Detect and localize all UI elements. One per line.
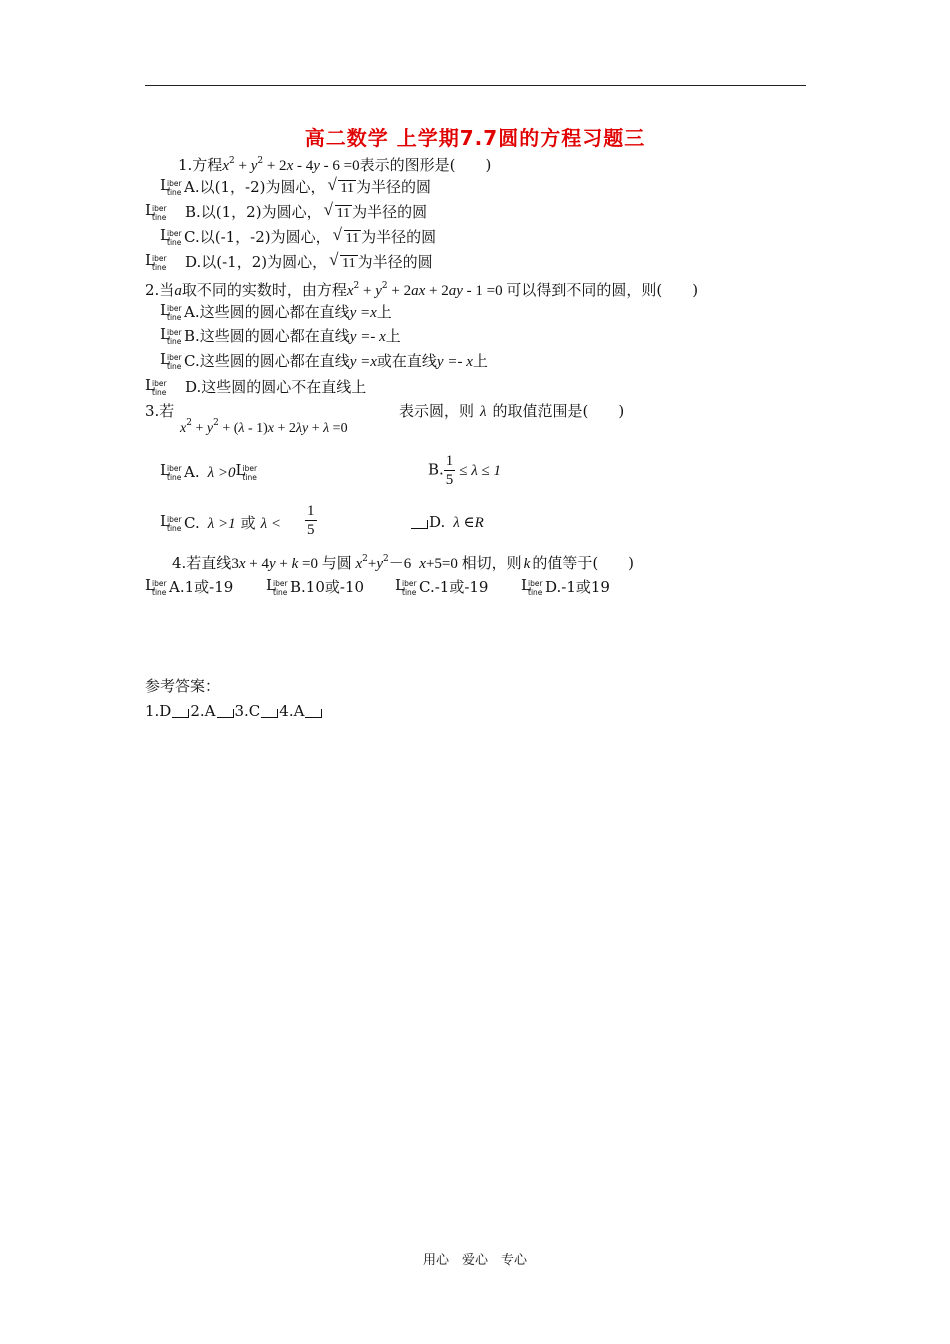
q2-option-a: L iber tine A.这些圆的圆心都在直线y =x上 <box>160 301 392 322</box>
q1-option-c: L iber tine C.以(-1，-2)为圆心， √ 11 为半径的圆 <box>160 225 437 247</box>
sqrt-symbol: √ 11 <box>323 200 351 221</box>
q4-option-a: L iber tine A.1或-19 <box>145 576 234 597</box>
liberline-stamp-icon: L iber tine <box>521 576 543 597</box>
layout-mark-icon <box>217 709 234 718</box>
q3-stem: 表示圆，则 λ 的取值范围是( ) <box>399 402 625 420</box>
q4-option-b: L iber tine B.10或-10 <box>266 576 365 597</box>
q3-option-d: D. λ ∈R <box>410 512 484 533</box>
liberline-stamp-icon: L iber tine <box>160 512 182 533</box>
q3-option-c: L iber tine C. λ >1 或 λ < <box>160 512 281 533</box>
liberline-stamp-icon: L iber tine <box>160 226 182 247</box>
liberline-stamp-icon: L iber tine <box>160 461 182 482</box>
layout-mark-icon <box>411 520 428 529</box>
page-footer: 用心 爱心 专心 <box>422 1253 527 1268</box>
layout-mark-icon <box>305 709 322 718</box>
answers-list: 1.D 2.A 3.C 4.A <box>145 701 323 721</box>
liberline-stamp-icon: L iber tine <box>160 325 182 346</box>
q2-option-c: L iber tine C.这些圆的圆心都在直线y =x或在直线y =- x上 <box>160 350 488 371</box>
fraction: $\frac{1}{5}$ <box>445 453 454 488</box>
sqrt-symbol: √ 11 <box>327 175 354 196</box>
liberline-stamp-icon: L iber tine <box>160 350 182 371</box>
liberline-stamp-icon: L iber tine <box>160 176 182 197</box>
fraction: $\frac{1}{5}$ <box>307 503 315 538</box>
page-title: 高二数学 上学期7.7圆的方程习题三 <box>304 126 646 150</box>
q3-option-a: L iber tine A. λ >0 L iber tine <box>160 461 259 483</box>
q3-stem-label: 3.若 <box>145 402 175 420</box>
layout-mark-icon <box>261 709 278 718</box>
q1-stem: 1.方程$x^2 + y^2 + 2x - 4y - 6 =0$表示的图形是( ) <box>178 156 492 174</box>
liberline-stamp-icon: L iber tine <box>160 301 182 322</box>
liberline-stamp-icon: L iber tine <box>145 376 167 397</box>
liberline-stamp-icon: L iber tine <box>145 251 167 272</box>
liberline-stamp-icon: L iber tine <box>145 201 167 222</box>
liberline-stamp-icon: L iber tine <box>395 576 417 597</box>
q3-option-c-fraction <box>305 502 317 539</box>
liberline-stamp-icon: L iber tine <box>235 461 258 482</box>
q1-option-d: L iber tine D.以(-1，2)为圆心， √ 11 为半径的圆 <box>145 250 433 272</box>
q1-option-b: L iber tine B.以(1，2)为圆心， √ 11 为半径的圆 <box>145 200 428 222</box>
answers-heading: 参考答案： <box>145 677 221 695</box>
sqrt-symbol: √ 11 <box>332 225 360 246</box>
q3-equation: $x^2 + y^2 + (\lambda - 1)x + 2\lambda y + \lambda =0$ <box>180 418 348 436</box>
q1-option-a: L iber tine A.以(1，-2)为圆心， √ 11 为半径的圆 <box>160 175 431 197</box>
liberline-stamp-icon: L iber tine <box>145 576 167 597</box>
q2-stem: 2.当a取不同的实数时，由方程$x^2 + y^2 + 2ax + 2ay - 1 =0$ 可以得到不同的圆，则( ) <box>145 281 699 299</box>
sqrt-symbol: √ 11 <box>329 250 356 271</box>
q3-option-b: B. $\frac{1}{5}$ ≤ λ ≤ 1 <box>428 453 502 488</box>
layout-mark-icon <box>172 709 189 718</box>
q2-option-d: L iber tine D.这些圆的圆心不在直线上 <box>145 376 367 397</box>
q4-option-d: L iber tine D.-1或19 <box>521 576 610 597</box>
liberline-stamp-icon: L iber tine <box>266 576 288 597</box>
header-rule <box>145 85 806 86</box>
q2-option-b: L iber tine B.这些圆的圆心都在直线y =- x上 <box>160 325 401 346</box>
q4-stem: 4.若直线3x + 4y + k =0 与圆 $x^2+y^2-6$ x+5=0 相切，则 k 的值等于( ) <box>172 554 635 572</box>
q4-option-c: L iber tine C.-1或-19 <box>395 576 489 597</box>
